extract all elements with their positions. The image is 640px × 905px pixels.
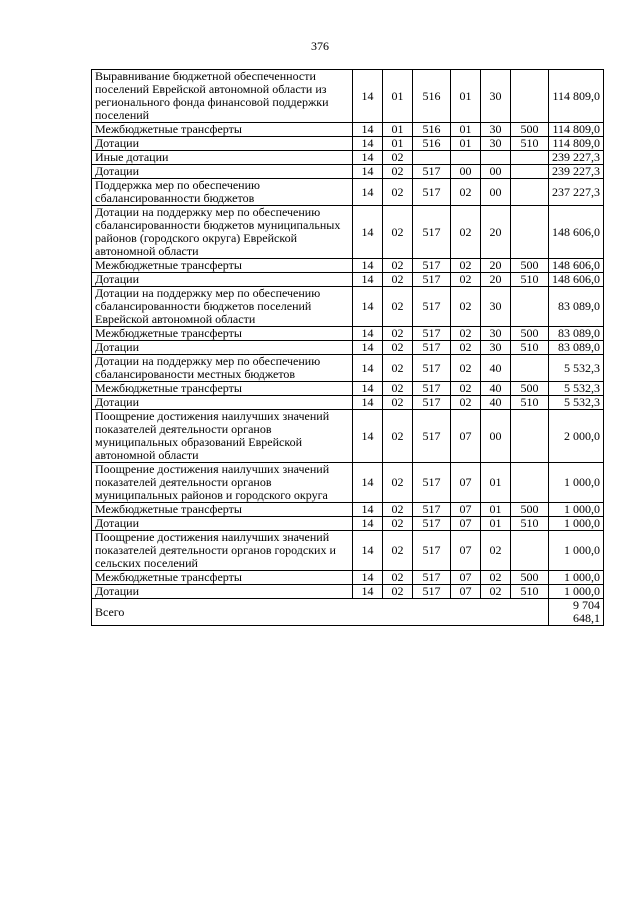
table-row xyxy=(92,396,604,410)
row-target-code-2: 07 xyxy=(451,517,481,531)
table-row xyxy=(92,206,604,259)
row-section: 14 xyxy=(353,137,383,151)
row-subsection: 02 xyxy=(383,165,413,179)
row-target-code-3: 00 xyxy=(481,410,511,463)
row-subsection: 02 xyxy=(383,355,413,382)
row-target-code-1: 517 xyxy=(413,273,451,287)
total-label: Всего xyxy=(92,599,549,626)
row-target-code-2: 07 xyxy=(451,531,481,571)
row-target-code-3: 02 xyxy=(481,571,511,585)
row-amount: 148 606,0 xyxy=(549,273,604,287)
row-section: 14 xyxy=(353,410,383,463)
row-target-code-2: 01 xyxy=(451,70,481,123)
row-amount: 237 227,3 xyxy=(549,179,604,206)
row-target-code-3: 30 xyxy=(481,123,511,137)
row-target-code-1: 516 xyxy=(413,123,451,137)
row-target-code-3: 20 xyxy=(481,273,511,287)
row-amount: 83 089,0 xyxy=(549,287,604,327)
row-target-code-3: 30 xyxy=(481,287,511,327)
row-subsection: 02 xyxy=(383,382,413,396)
row-amount: 239 227,3 xyxy=(549,165,604,179)
row-subsection: 02 xyxy=(383,463,413,503)
row-amount: 114 809,0 xyxy=(549,137,604,151)
row-target-code-2: 02 xyxy=(451,382,481,396)
row-section: 14 xyxy=(353,206,383,259)
row-target-code-1: 517 xyxy=(413,355,451,382)
row-amount: 5 532,3 xyxy=(549,382,604,396)
row-target-code-3: 30 xyxy=(481,341,511,355)
row-subsection: 02 xyxy=(383,327,413,341)
row-target-code-1: 517 xyxy=(413,259,451,273)
row-subsection: 02 xyxy=(383,571,413,585)
row-expense-type: 510 xyxy=(511,137,549,151)
row-amount: 83 089,0 xyxy=(549,327,604,341)
total-amount: 9 704 648,1 xyxy=(549,599,604,626)
row-subsection: 01 xyxy=(383,123,413,137)
row-target-code-1: 517 xyxy=(413,531,451,571)
row-name: Дотации на поддержку мер по обеспечению сбалансированности бюджетов поселений Еврейской автономной области xyxy=(92,287,353,327)
row-target-code-1: 517 xyxy=(413,410,451,463)
table-body xyxy=(92,70,604,599)
row-target-code-3: 00 xyxy=(481,179,511,206)
table-row xyxy=(92,137,604,151)
row-target-code-3: 40 xyxy=(481,382,511,396)
row-target-code-3: 30 xyxy=(481,327,511,341)
table-row xyxy=(92,571,604,585)
table-row xyxy=(92,517,604,531)
row-section: 14 xyxy=(353,571,383,585)
row-target-code-1: 517 xyxy=(413,503,451,517)
row-section: 14 xyxy=(353,585,383,599)
row-expense-type: 500 xyxy=(511,123,549,137)
table-row xyxy=(92,410,604,463)
row-amount: 239 227,3 xyxy=(549,151,604,165)
row-target-code-1: 516 xyxy=(413,137,451,151)
row-name: Дотации xyxy=(92,341,353,355)
row-name: Межбюджетные трансферты xyxy=(92,382,353,396)
row-target-code-2: 02 xyxy=(451,179,481,206)
row-expense-type xyxy=(511,531,549,571)
row-expense-type xyxy=(511,463,549,503)
row-subsection: 02 xyxy=(383,179,413,206)
row-expense-type xyxy=(511,410,549,463)
table-row xyxy=(92,341,604,355)
row-section: 14 xyxy=(353,165,383,179)
row-expense-type xyxy=(511,179,549,206)
row-section: 14 xyxy=(353,259,383,273)
row-amount: 1 000,0 xyxy=(549,517,604,531)
table-row xyxy=(92,463,604,503)
row-target-code-1: 517 xyxy=(413,206,451,259)
row-amount: 5 532,3 xyxy=(549,396,604,410)
row-target-code-2: 01 xyxy=(451,123,481,137)
row-subsection: 01 xyxy=(383,137,413,151)
row-subsection: 02 xyxy=(383,396,413,410)
row-name: Дотации xyxy=(92,585,353,599)
row-expense-type: 500 xyxy=(511,503,549,517)
row-target-code-3: 40 xyxy=(481,355,511,382)
row-target-code-3: 02 xyxy=(481,531,511,571)
row-target-code-1: 517 xyxy=(413,179,451,206)
row-expense-type: 510 xyxy=(511,341,549,355)
row-name: Межбюджетные трансферты xyxy=(92,123,353,137)
row-target-code-1: 517 xyxy=(413,165,451,179)
row-section: 14 xyxy=(353,463,383,503)
row-subsection: 01 xyxy=(383,70,413,123)
row-section: 14 xyxy=(353,273,383,287)
row-amount: 1 000,0 xyxy=(549,571,604,585)
table-row xyxy=(92,287,604,327)
table-row xyxy=(92,165,604,179)
row-name: Поддержка мер по обеспечению сбалансированности бюджетов xyxy=(92,179,353,206)
row-target-code-1: 517 xyxy=(413,396,451,410)
row-subsection: 02 xyxy=(383,273,413,287)
row-expense-type: 510 xyxy=(511,396,549,410)
row-name: Межбюджетные трансферты xyxy=(92,327,353,341)
table-row xyxy=(92,355,604,382)
row-subsection: 02 xyxy=(383,503,413,517)
row-subsection: 02 xyxy=(383,151,413,165)
row-subsection: 02 xyxy=(383,517,413,531)
row-target-code-3: 20 xyxy=(481,206,511,259)
table-row xyxy=(92,259,604,273)
row-name: Межбюджетные трансферты xyxy=(92,503,353,517)
row-amount: 114 809,0 xyxy=(549,123,604,137)
page-number: 376 xyxy=(311,39,329,53)
row-amount: 83 089,0 xyxy=(549,341,604,355)
row-target-code-2: 02 xyxy=(451,206,481,259)
row-amount: 1 000,0 xyxy=(549,531,604,571)
row-name: Дотации xyxy=(92,137,353,151)
row-target-code-1: 517 xyxy=(413,571,451,585)
row-section: 14 xyxy=(353,341,383,355)
row-target-code-3 xyxy=(481,151,511,165)
row-target-code-2: 02 xyxy=(451,396,481,410)
budget-table xyxy=(91,69,604,626)
table-row xyxy=(92,503,604,517)
row-amount: 1 000,0 xyxy=(549,585,604,599)
row-amount: 148 606,0 xyxy=(549,259,604,273)
row-subsection: 02 xyxy=(383,531,413,571)
row-amount: 148 606,0 xyxy=(549,206,604,259)
row-target-code-1: 517 xyxy=(413,517,451,531)
row-target-code-2: 07 xyxy=(451,463,481,503)
row-section: 14 xyxy=(353,287,383,327)
row-target-code-1: 517 xyxy=(413,327,451,341)
row-expense-type: 510 xyxy=(511,585,549,599)
row-section: 14 xyxy=(353,70,383,123)
row-target-code-3: 30 xyxy=(481,70,511,123)
row-target-code-2: 02 xyxy=(451,355,481,382)
table-row xyxy=(92,70,604,123)
row-target-code-1 xyxy=(413,151,451,165)
row-target-code-1: 517 xyxy=(413,585,451,599)
table-row xyxy=(92,327,604,341)
row-name: Поощрение достижения наилучших значений показателей деятельности органов муниципальных районов и городского округа xyxy=(92,463,353,503)
total-row xyxy=(92,599,604,626)
row-target-code-2: 07 xyxy=(451,503,481,517)
row-target-code-2: 07 xyxy=(451,410,481,463)
row-target-code-2: 07 xyxy=(451,585,481,599)
row-target-code-1: 517 xyxy=(413,341,451,355)
row-name: Дотации xyxy=(92,517,353,531)
row-name: Дотации xyxy=(92,273,353,287)
row-section: 14 xyxy=(353,517,383,531)
row-name: Дотации на поддержку мер по обеспечению сбалансированости местных бюджетов xyxy=(92,355,353,382)
row-expense-type: 510 xyxy=(511,517,549,531)
row-section: 14 xyxy=(353,123,383,137)
row-section: 14 xyxy=(353,396,383,410)
row-target-code-1: 516 xyxy=(413,70,451,123)
row-subsection: 02 xyxy=(383,259,413,273)
row-expense-type: 500 xyxy=(511,382,549,396)
row-name: Дотации xyxy=(92,165,353,179)
row-subsection: 02 xyxy=(383,410,413,463)
row-target-code-1: 517 xyxy=(413,463,451,503)
row-subsection: 02 xyxy=(383,341,413,355)
row-name: Поощрение достижения наилучших значений показателей деятельности органов муниципальных образований Еврейской автономной области xyxy=(92,410,353,463)
row-target-code-3: 02 xyxy=(481,585,511,599)
row-target-code-2: 00 xyxy=(451,165,481,179)
row-expense-type: 500 xyxy=(511,327,549,341)
row-target-code-1: 517 xyxy=(413,382,451,396)
row-target-code-2: 02 xyxy=(451,287,481,327)
row-target-code-3: 01 xyxy=(481,503,511,517)
row-target-code-2: 02 xyxy=(451,327,481,341)
row-expense-type xyxy=(511,70,549,123)
row-target-code-2: 02 xyxy=(451,259,481,273)
row-amount: 2 000,0 xyxy=(549,410,604,463)
row-target-code-3: 00 xyxy=(481,165,511,179)
row-target-code-2: 07 xyxy=(451,571,481,585)
row-section: 14 xyxy=(353,503,383,517)
row-expense-type: 500 xyxy=(511,571,549,585)
row-expense-type xyxy=(511,151,549,165)
row-expense-type: 510 xyxy=(511,273,549,287)
row-target-code-3: 30 xyxy=(481,137,511,151)
row-target-code-3: 01 xyxy=(481,517,511,531)
table-row xyxy=(92,382,604,396)
row-amount: 1 000,0 xyxy=(549,503,604,517)
row-section: 14 xyxy=(353,382,383,396)
table-row xyxy=(92,179,604,206)
row-section: 14 xyxy=(353,327,383,341)
table-row xyxy=(92,273,604,287)
row-name: Межбюджетные трансферты xyxy=(92,259,353,273)
row-subsection: 02 xyxy=(383,585,413,599)
row-expense-type xyxy=(511,287,549,327)
table-row xyxy=(92,531,604,571)
row-target-code-2 xyxy=(451,151,481,165)
row-expense-type xyxy=(511,165,549,179)
row-name: Поощрение достижения наилучших значений показателей деятельности органов городских и сельских поселений xyxy=(92,531,353,571)
row-section: 14 xyxy=(353,179,383,206)
row-expense-type: 500 xyxy=(511,259,549,273)
row-amount: 1 000,0 xyxy=(549,463,604,503)
row-target-code-3: 20 xyxy=(481,259,511,273)
row-expense-type xyxy=(511,206,549,259)
row-section: 14 xyxy=(353,531,383,571)
row-name: Межбюджетные трансферты xyxy=(92,571,353,585)
table-row xyxy=(92,123,604,137)
row-name: Дотации на поддержку мер по обеспечению сбалансированности бюджетов муниципальных районов (городского округа) Еврейской автономной области xyxy=(92,206,353,259)
row-amount: 114 809,0 xyxy=(549,70,604,123)
row-name: Иные дотации xyxy=(92,151,353,165)
table-row xyxy=(92,151,604,165)
row-target-code-1: 517 xyxy=(413,287,451,327)
row-section: 14 xyxy=(353,151,383,165)
row-target-code-2: 01 xyxy=(451,137,481,151)
row-target-code-2: 02 xyxy=(451,273,481,287)
row-name: Выравнивание бюджетной обеспеченности поселений Еврейской автономной области из регионального фонда финансовой поддержки поселений xyxy=(92,70,353,123)
row-expense-type xyxy=(511,355,549,382)
row-target-code-3: 40 xyxy=(481,396,511,410)
row-target-code-3: 01 xyxy=(481,463,511,503)
row-subsection: 02 xyxy=(383,206,413,259)
row-amount: 5 532,3 xyxy=(549,355,604,382)
row-target-code-2: 02 xyxy=(451,341,481,355)
row-section: 14 xyxy=(353,355,383,382)
row-name: Дотации xyxy=(92,396,353,410)
row-subsection: 02 xyxy=(383,287,413,327)
table-row xyxy=(92,585,604,599)
